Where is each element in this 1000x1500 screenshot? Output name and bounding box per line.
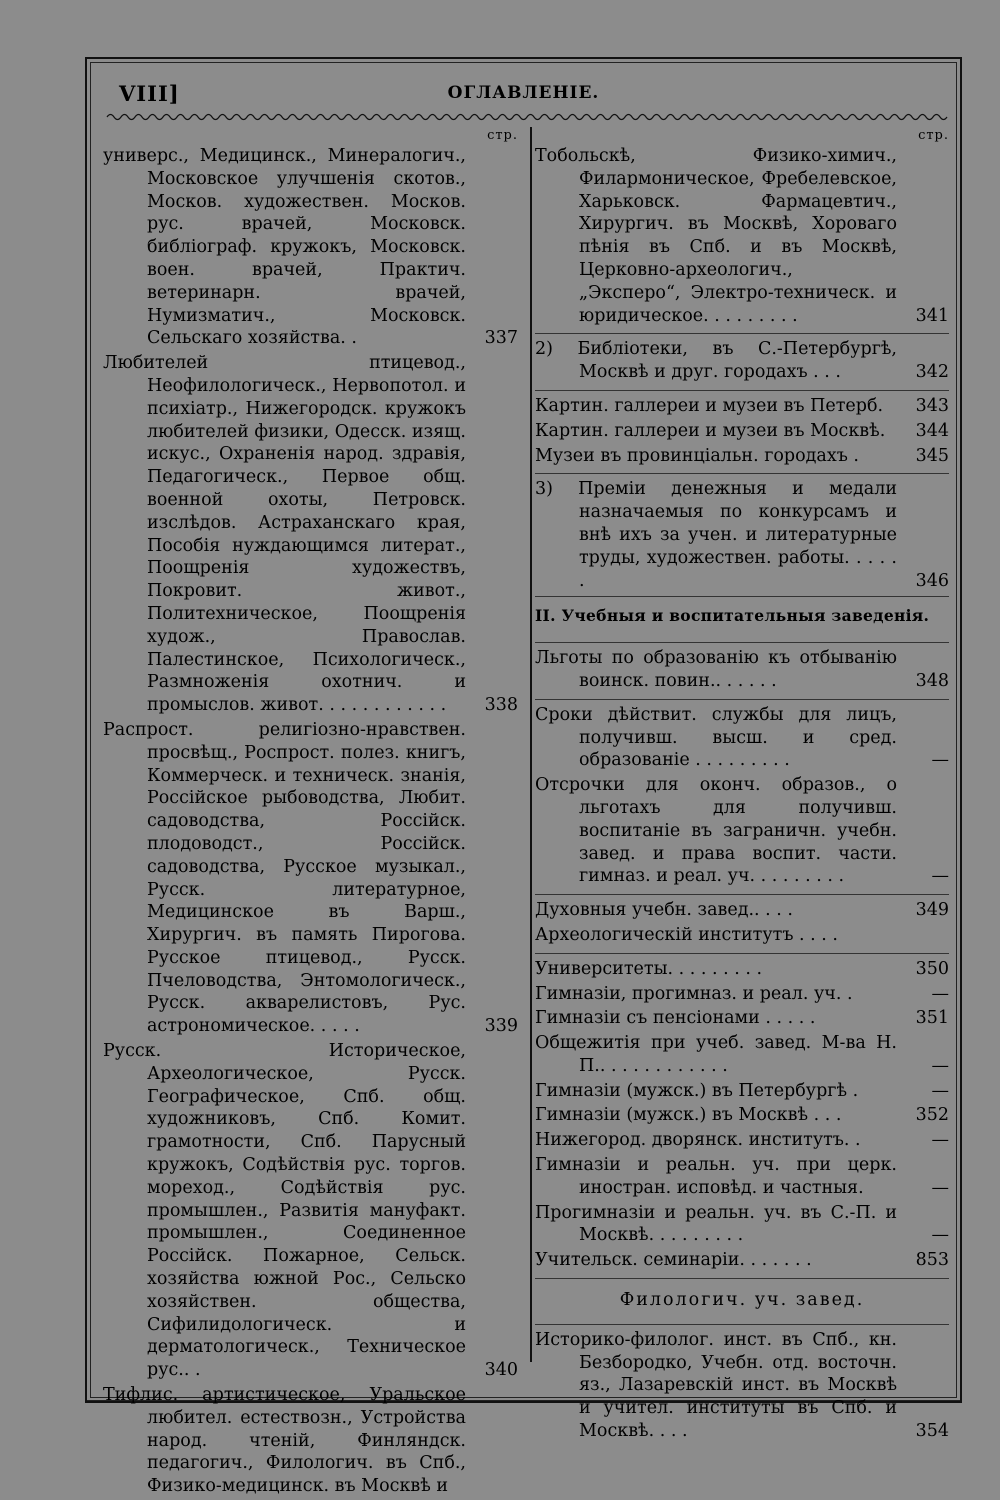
toc-entry-text: Учительск. семинаріи. . . . . . . — [535, 1250, 812, 1271]
toc-entry-page: 350 — [915, 958, 949, 979]
toc-entry-text: Прогимназіи и реальн. уч. въ С.-П. и Москвѣ. . . . . . . . . — [535, 1202, 897, 1246]
toc-entry-text: Любителей птицевод., Неофилологическ., Нервопотол. и психіатр., Нижегородск. кружокъ любителей физики, Одесск. изящ. искус., Охраненія народ. здравія, Педагогическ., Первое общ. военной охоты, Петровск. изслѣдов. Астраханскаго края, Пособія нуждающимся литерат., Поощренія художествъ, Покровит. живот., Политехническое, Поощренія худож., Православ. Палестинское, Психологическ., Размноженія охотнич. и промыслов. живот. . . . . . . . . . . . — [103, 353, 466, 716]
toc-entry-page: 346 — [915, 570, 949, 591]
toc-entry-text: Общежитія при учеб. завед. М-ва Н. П.. . . . . . . . . . . . — [535, 1033, 897, 1076]
toc-entry — [535, 1324, 949, 1443]
toc-entry-page: 339 — [484, 1016, 518, 1037]
book-page — [85, 57, 962, 1497]
toc-entry-page: 348 — [915, 670, 949, 691]
toc-entry-page: 853 — [915, 1250, 949, 1271]
right-column — [535, 127, 949, 1445]
toc-entry — [535, 774, 949, 888]
toc-entry-page: 343 — [915, 395, 949, 416]
page-col-label: стр. — [487, 128, 518, 143]
toc-entry-text: Тобольскѣ, Физико-химич., Филармоническое, Фребелевское, Харьковск. Фармацевтич., Хирургич. въ Москвѣ, Хороваго пѣнія въ Спб. и въ Москвѣ, Церковно-археологич., „Эксперо“, Электро-техническ. и юридическое. . . . . . . . . — [535, 146, 897, 326]
toc-entry — [535, 473, 949, 592]
toc-entry-text: 2) Библіотеки, въ С.-Петербургѣ, Москвѣ и друг. городахъ . . . — [535, 339, 897, 383]
toc-entry-page: 349 — [915, 900, 949, 921]
toc-entry-text: универс., Медицинск., Минералогич., Московское улучшенія скотов., Москов. художествен. Москов. рус. врачей, Московск. библіограф. кружокъ, Московск. воен. врачей, Практич. ветеринарн. врачей, Нумизматич., Московск. Сельскаго хозяйства. . — [103, 146, 466, 349]
page-col-label: стр. — [918, 128, 949, 143]
toc-entry-text: Музеи въ провинціальн. городахъ . — [535, 445, 859, 466]
toc-entry — [535, 1249, 949, 1272]
toc-entry — [535, 333, 949, 384]
toc-entry-page: 337 — [484, 328, 518, 349]
toc-entry-text: Картин. галлереи и музеи въ Москвѣ. — [535, 420, 886, 441]
toc-entry — [535, 642, 949, 693]
toc-entry — [535, 1080, 949, 1103]
toc-entry-text: Русск. Историческое, Археологическое, Русск. Географическое, Спб. общ. художниковъ, Спб. Комит. грамотности, Спб. Парусный кружокъ, Содѣйствія рус. торгов. мореход., Содѣйствія рус. промышлен., Развитія мануфакт. промышлен., Соединенное Россійск. Пожарное, Сельск. хозяйства южной Рос., Сельско хозяйствен. общества, Сифилидологическ. и дерматологическ., Техническое рус.. . — [103, 1041, 466, 1381]
toc-entry — [535, 1032, 949, 1078]
toc-entry — [535, 145, 949, 327]
right-entries-mid — [535, 642, 949, 1272]
toc-entry — [535, 390, 949, 418]
toc-entry-text: Университеты. . . . . . . . . — [535, 958, 763, 979]
toc-entry-text: Гимназіи (мужск.) въ Москвѣ . . . — [535, 1105, 842, 1126]
toc-entry — [535, 953, 949, 981]
toc-entry-text: Гимназіи и реальн. уч. при церк. иностран. исповѣд. и частныя. — [535, 1155, 897, 1198]
page-header — [107, 75, 940, 107]
toc-entry-page: 352 — [915, 1105, 949, 1126]
toc-entry-page: 354 — [915, 1421, 949, 1442]
toc-entry-text: Тифлис. артистическое, Уральское любител. естествозн., Устройства народ. чтеній, Финляндск. педагогич., Филологич. въ Спб., Физико-медицинск. въ Москвѣ и — [103, 1385, 466, 1497]
page-title: ОГЛАВЛЕНІЕ. — [447, 83, 600, 103]
toc-entry-text: Картин. галлереи и музеи въ Петерб. — [535, 395, 884, 416]
toc-entry-page: 345 — [915, 445, 949, 466]
column-divider — [530, 127, 532, 1362]
toc-entry — [535, 1129, 949, 1152]
toc-entry-text: Сроки дѣйствит. службы для лицъ, получивш. высш. и сред. образованіе . . . . . . . . . — [535, 704, 897, 771]
toc-entry — [535, 1007, 949, 1030]
toc-entry-text: Отсрочки для оконч. образов., о льготахъ для получивш. воспитаніе въ заграничн. учебн. завед. и права воспит. части. гимназ. и реал. уч. . . . . . . . . — [535, 775, 897, 887]
toc-entry — [535, 894, 949, 922]
toc-entry — [535, 1202, 949, 1248]
toc-entry-page: 342 — [915, 362, 949, 383]
toc-entry — [103, 352, 518, 717]
toc-entry — [103, 1040, 518, 1382]
toc-entry-text: Археологическій институтъ . . . . — [535, 924, 838, 945]
toc-entry-page: 341 — [915, 305, 949, 326]
toc-entry-text: Гимназіи, прогимназ. и реал. уч. . — [535, 983, 853, 1004]
toc-entry-page: — — [931, 1130, 949, 1151]
toc-entry-text: 3) Преміи денежныя и медали назначаемыя по конкурсамъ и внѣ ихъ за учен. и литературные труды, художествен. работы. . . . . . — [535, 479, 897, 591]
toc-entry — [535, 420, 949, 443]
toc-entry-text: Гимназіи съ пенсіонами . . . . . — [535, 1008, 816, 1029]
toc-entry-page: 351 — [915, 1008, 949, 1029]
toc-entry-page: — — [931, 1177, 949, 1198]
left-entries — [103, 145, 518, 1498]
toc-entry-text: Духовныя учебн. завед.. . . . — [535, 900, 793, 921]
section-heading: II. Учебныя и воспитательныя заведенія. — [535, 596, 949, 636]
toc-entry — [535, 924, 949, 947]
toc-entry-page: 340 — [484, 1360, 518, 1381]
toc-entry — [103, 719, 518, 1038]
subheading: Филологич. уч. завед. — [535, 1278, 949, 1318]
toc-entry — [535, 983, 949, 1006]
wavy-divider — [107, 111, 944, 123]
toc-entry-text: Гимназіи (мужск.) въ Петербургѣ . — [535, 1080, 859, 1101]
toc-entry-page: — — [931, 983, 949, 1004]
right-entries-top — [535, 145, 949, 592]
toc-entry-page: 344 — [915, 420, 949, 441]
toc-entry — [535, 699, 949, 772]
right-entries-bottom — [535, 1324, 949, 1443]
left-column — [103, 127, 518, 1500]
page-number: VIII] — [119, 81, 180, 106]
toc-entry-text: Распрост. религіозно-нравствен. просвѣщ., Роспрост. полез. книгъ, Коммерческ. и техническ. знанія, Россійское рыбоводства, Любит. садоводства, Россійск. плодоводст., Россійск. садоводства, Русское музыкал., Русск. литературное, Медицинское въ Варш., Хирургич. въ память Пирогова. Русское птицевод., Русск. Пчеловодства, Энтомологическ., Русск. акварелистовъ, Рус. астрономическое. . . . . — [103, 719, 466, 1037]
toc-entry — [535, 1154, 949, 1200]
toc-entry-page: — — [931, 1055, 949, 1076]
toc-entry — [103, 1384, 518, 1498]
toc-entry — [535, 1104, 949, 1127]
toc-entry — [103, 145, 518, 350]
toc-entry-page: — — [931, 750, 949, 771]
toc-entry-page: — — [931, 1080, 949, 1101]
toc-entry-text: Нижегород. дворянск. институтъ. . — [535, 1130, 861, 1151]
toc-entry — [535, 445, 949, 468]
toc-entry-text: Льготы по образованію къ отбыванію воинск. повин.. . . . . . — [535, 648, 897, 691]
toc-entry-page: 338 — [484, 695, 518, 716]
toc-entry-page: — — [931, 1225, 949, 1246]
toc-entry-page: — — [931, 866, 949, 887]
toc-entry-text: Историко-филолог. инст. въ Спб., кн. Безбородко, Учебн. отд. восточн. яз., Лазаревскій инст. въ Москвѣ и учител. институты въ Спб. и Москвѣ. . . . — [535, 1329, 897, 1442]
